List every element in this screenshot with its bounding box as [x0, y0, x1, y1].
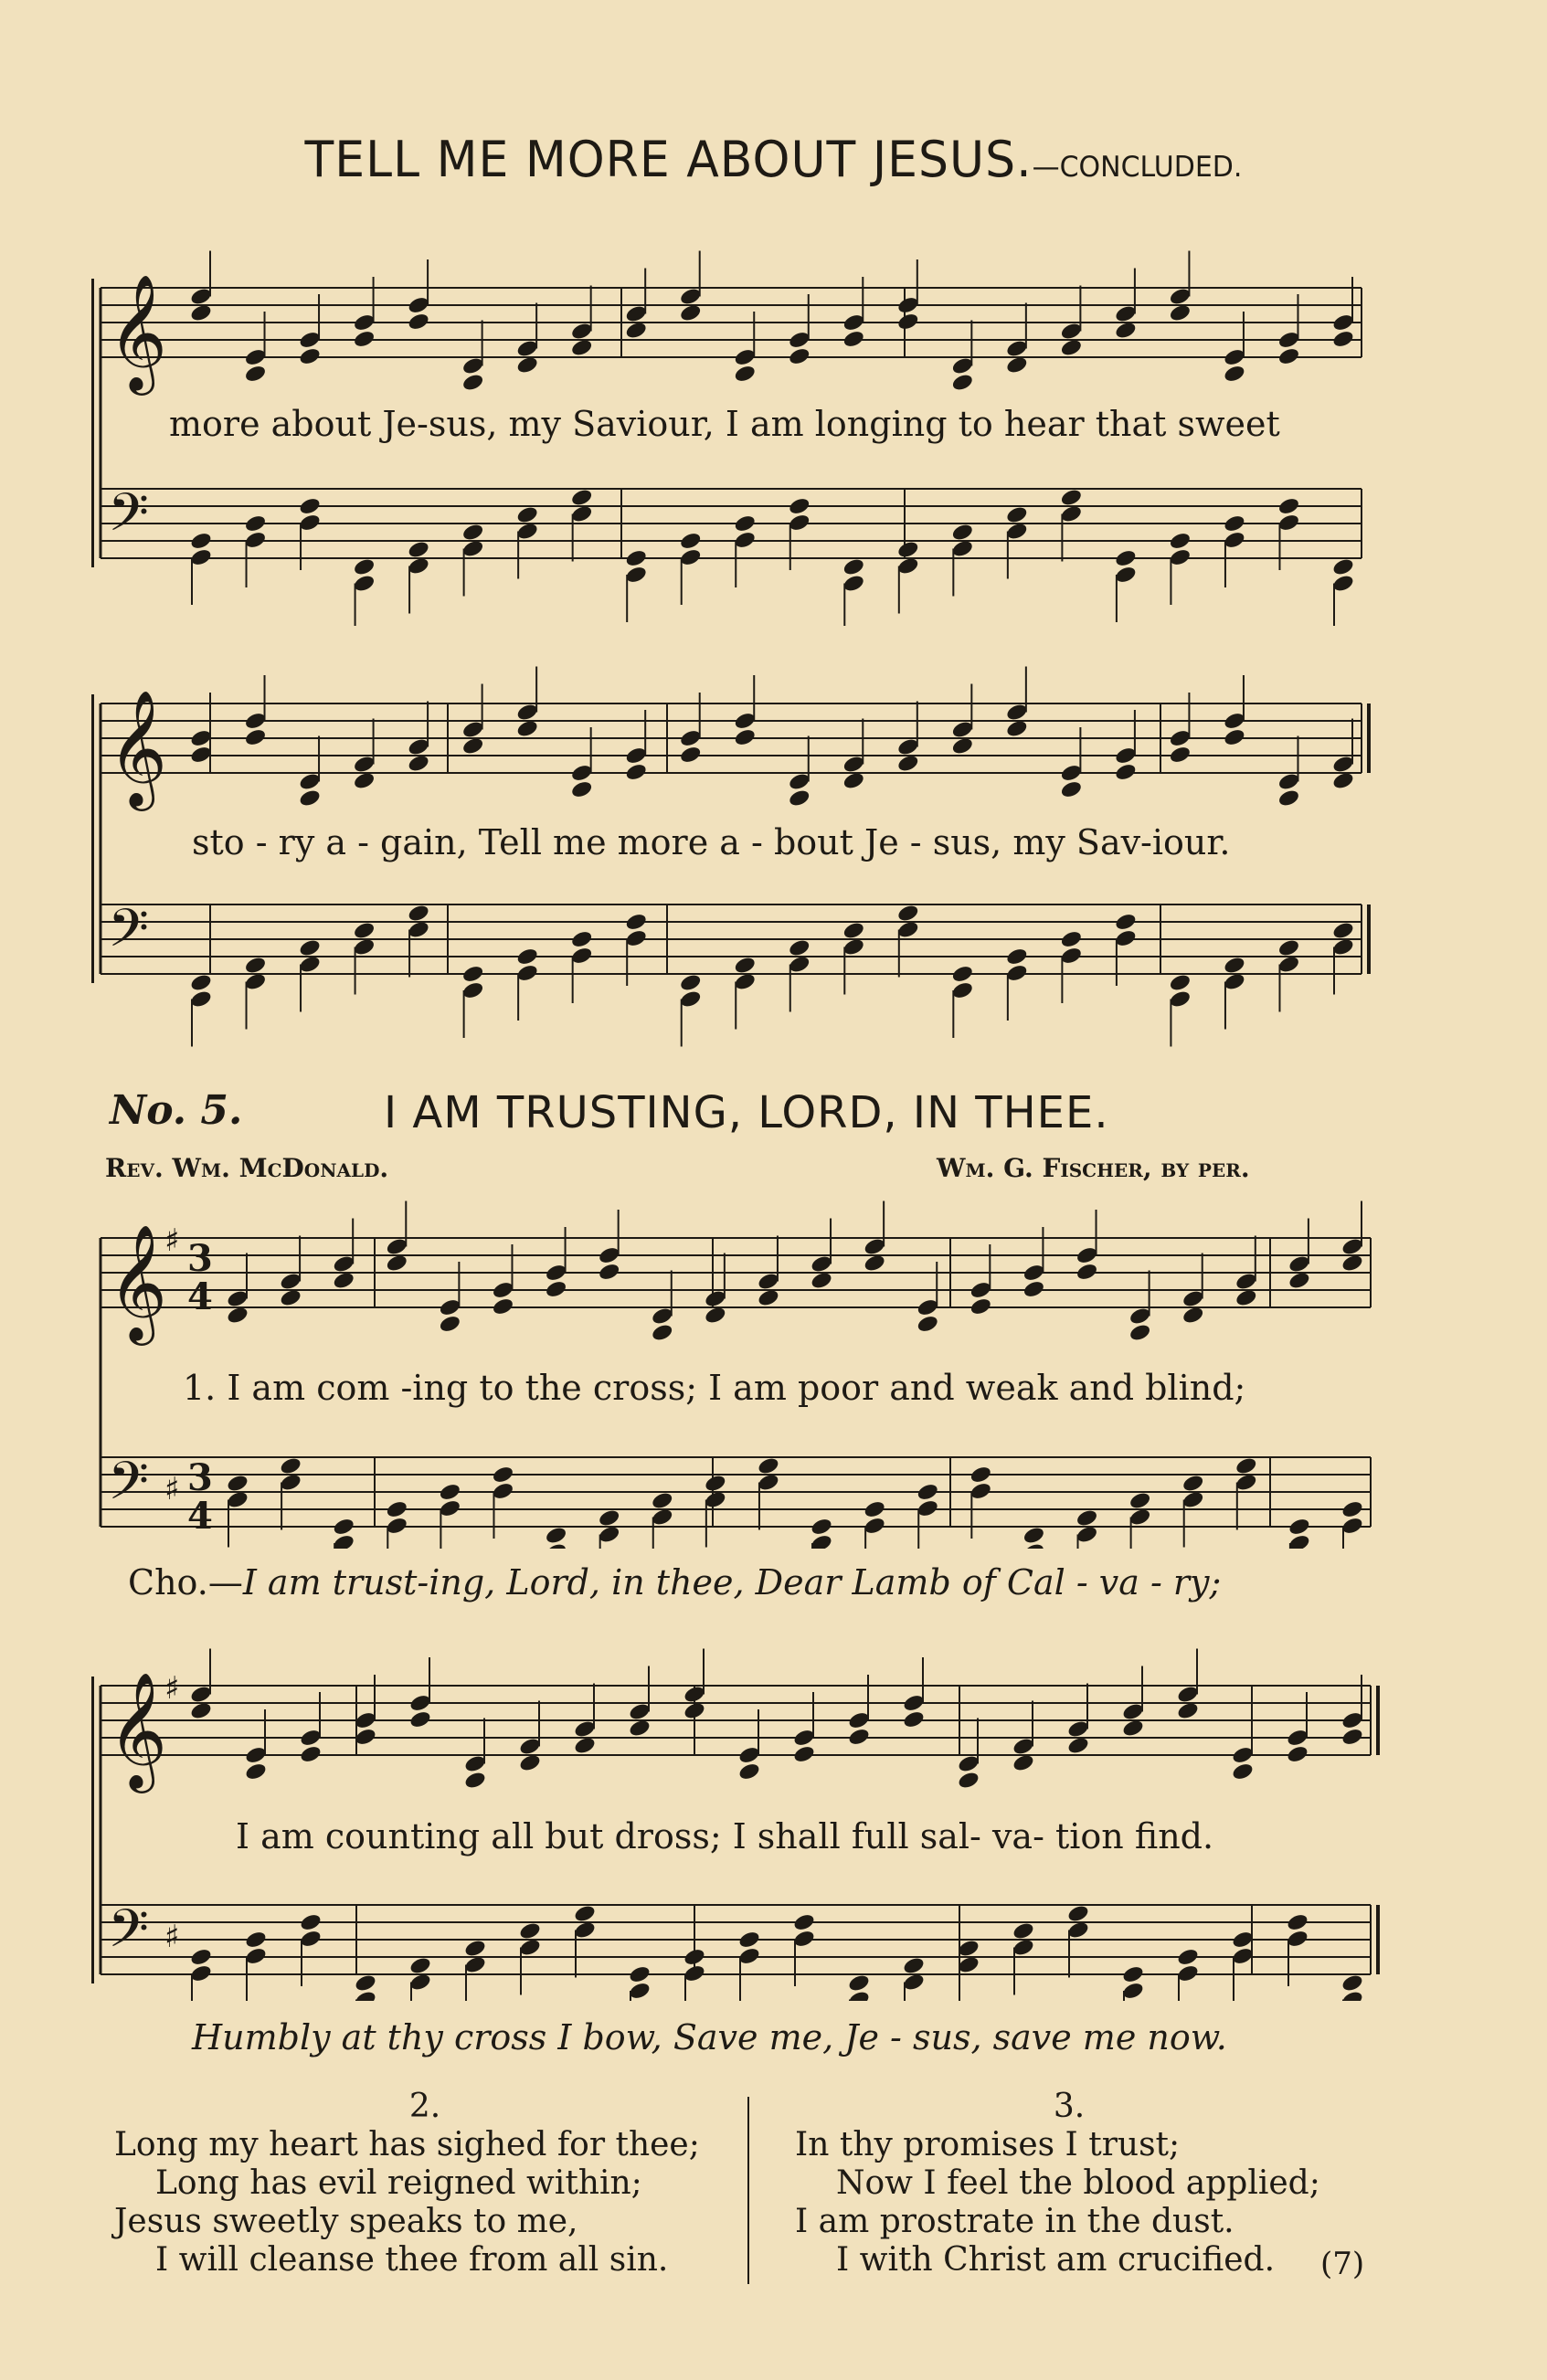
hymn-title: I AM TRUSTING, LORD, IN THEE. [384, 1087, 1109, 1138]
note-head [788, 938, 811, 958]
note-head [679, 531, 703, 551]
note-head [226, 1474, 249, 1494]
note-head [916, 1314, 939, 1334]
note-head [545, 1279, 568, 1299]
staff [101, 481, 1362, 626]
note-head [916, 1482, 939, 1502]
note-head [863, 1499, 886, 1519]
note-head [628, 1964, 652, 1984]
note-head [679, 745, 703, 765]
key-sharp-icon: ♯ [164, 1919, 180, 1955]
system-brace [91, 1677, 94, 1983]
note-head [1023, 1542, 1046, 1549]
note-head [407, 312, 430, 332]
note-head [1277, 938, 1301, 958]
note-head [1023, 1279, 1046, 1299]
staff [101, 1649, 1371, 1794]
staff [101, 1898, 1371, 2001]
time-signature-bottom: 4 [187, 1275, 213, 1318]
note-head [1331, 557, 1355, 577]
hymn-author: Rev. Wm. McDonald. [105, 1153, 389, 1183]
note-head [1075, 1508, 1099, 1528]
note-head [332, 1517, 355, 1537]
note-head [896, 312, 920, 332]
bass-clef-icon: 𝄢 [108, 897, 150, 972]
hymn-number: No. 5. [110, 1087, 243, 1134]
note-head [733, 364, 757, 384]
staff [101, 667, 1362, 812]
note-head [737, 1930, 761, 1950]
note-head [354, 1973, 377, 1994]
note-head [896, 540, 920, 560]
verse-line: Long my heart has sighed for thee; [114, 2126, 700, 2163]
note-head [624, 912, 648, 932]
note-head [408, 1709, 432, 1729]
key-sharp-icon: ♯ [164, 1222, 180, 1259]
note-head [244, 1930, 268, 1950]
note-head [461, 523, 485, 543]
note-head [679, 973, 703, 993]
note-head [1181, 1474, 1205, 1494]
note-head [1059, 488, 1083, 508]
page-title [0, 132, 1547, 189]
chorus-text-1: I am trust-ing, Lord, in thee, Dear Lamb of Cal - va - ry; [242, 1562, 1222, 1603]
note-head [515, 947, 539, 967]
note-head [1169, 531, 1192, 551]
note-head [298, 496, 322, 516]
note-head [969, 1465, 992, 1485]
note-head [1012, 1921, 1035, 1941]
note-head [651, 1323, 674, 1343]
note-head [1075, 1262, 1099, 1282]
note-head [1234, 1456, 1258, 1476]
note-head [353, 329, 376, 349]
note-head [598, 1508, 621, 1528]
note-head [896, 904, 920, 924]
note-head [737, 1761, 761, 1782]
note-head [1223, 727, 1246, 747]
verse-number: 2. [408, 2088, 441, 2125]
note-head [1169, 973, 1192, 993]
hymn-composer: Wm. G. Fischer, by per. [937, 1153, 1250, 1183]
note-head [545, 1526, 568, 1546]
note-head [788, 496, 811, 516]
note-head [407, 904, 430, 924]
note-head [353, 921, 376, 941]
note-head [189, 1947, 213, 1967]
staff [101, 897, 1362, 1047]
note-head [842, 921, 865, 941]
note-head [842, 329, 865, 349]
page-number: (7) [1320, 2246, 1365, 2282]
note-head [704, 1474, 727, 1494]
note-head [1331, 329, 1355, 349]
note-head [1286, 1912, 1309, 1932]
note-head [570, 488, 594, 508]
note-head [847, 1727, 871, 1747]
verse-number: 3. [1053, 2088, 1086, 2125]
note-head [1277, 788, 1301, 809]
final-barline [1367, 703, 1371, 773]
note-head [279, 1456, 302, 1476]
note-head [1340, 1973, 1364, 1994]
note-head [1331, 921, 1355, 941]
note-head [1114, 762, 1138, 782]
note-head [651, 1491, 674, 1511]
note-head [438, 1314, 461, 1334]
note-head [515, 505, 539, 525]
key-sharp-icon: ♯ [164, 1670, 180, 1707]
lyric-line-1: more about Je-sus, my Saviour, I am longing to hear that sweet [169, 404, 1280, 444]
note-head [847, 1990, 871, 2001]
note-head [733, 727, 757, 747]
note-head [1128, 1491, 1152, 1511]
note-head [1059, 929, 1083, 949]
note-head [408, 1956, 432, 1976]
note-head [792, 1744, 816, 1764]
note-head [244, 727, 268, 747]
chorus-line-1 [128, 1562, 1221, 1603]
treble-clef-icon: 𝄞 [108, 273, 168, 390]
note-head [1340, 1990, 1364, 2001]
note-head [902, 1709, 926, 1729]
treble-clef-icon: 𝄞 [108, 1671, 168, 1788]
staff [101, 251, 1362, 397]
note-head [1176, 1947, 1200, 1967]
note-head [298, 938, 322, 958]
note-head [1286, 1744, 1309, 1764]
note-head [733, 513, 757, 534]
note-head [461, 964, 485, 984]
treble-clef-icon: 𝄞 [108, 1223, 168, 1340]
note-head [1340, 1499, 1364, 1519]
note-head [244, 1761, 268, 1782]
note-head [1023, 1526, 1046, 1546]
note-head [244, 364, 268, 384]
note-head [950, 373, 974, 393]
verse-line: I will cleanse thee from all sin. [155, 2241, 669, 2279]
note-head [299, 1744, 323, 1764]
note-head [624, 762, 648, 782]
note-head [570, 779, 594, 799]
note-head [969, 1296, 992, 1317]
lyric-line-4: I am counting all but dross; I shall full sal- va- tion find. [236, 1816, 1214, 1856]
note-head [573, 1904, 597, 1924]
chorus-label: Cho.— [128, 1562, 243, 1603]
note-head [788, 788, 811, 809]
note-head [1340, 1727, 1364, 1747]
verse-2 [114, 2088, 736, 2280]
note-head [244, 513, 268, 534]
bass-clef-icon: 𝄢 [108, 1450, 150, 1525]
note-head [624, 548, 648, 568]
note-head [1059, 779, 1083, 799]
note-head [788, 346, 811, 366]
time-signature-top: 3 [187, 1237, 213, 1280]
note-head [1277, 346, 1301, 366]
note-head [1005, 505, 1029, 525]
chorus-line-2: Humbly at thy cross I bow, Save me, Je - sus, save me now. [192, 2017, 1227, 2057]
verse-line: In thy promises I trust; [795, 2126, 1181, 2163]
note-head [1005, 947, 1029, 967]
note-head [847, 1973, 871, 1994]
note-head [757, 1456, 780, 1476]
note-head [298, 788, 322, 809]
note-head [463, 1939, 487, 1959]
time-signature-bottom: 4 [187, 1495, 213, 1538]
note-head [792, 1912, 816, 1932]
note-head [353, 557, 376, 577]
system-brace [91, 694, 94, 983]
note-head [1223, 956, 1246, 976]
bass-clef-icon: 𝄢 [108, 1898, 150, 1973]
note-head [492, 1465, 515, 1485]
note-head [1114, 548, 1138, 568]
note-head [957, 1771, 980, 1791]
time-signature-top: 3 [187, 1456, 213, 1499]
note-head [842, 557, 865, 577]
final-barline [1376, 1905, 1380, 1974]
note-head [1128, 1323, 1152, 1343]
key-sharp-icon: ♯ [164, 1471, 180, 1507]
note-head [733, 956, 757, 976]
note-head [189, 973, 213, 993]
final-barline [1367, 904, 1371, 974]
note-head [902, 1956, 926, 1976]
verse-divider [747, 2097, 749, 2284]
verse-line: Long has evil reigned within; [155, 2164, 642, 2202]
note-head [1066, 1904, 1090, 1924]
lyric-line-3: 1. I am com -ing to the cross; I am poor and weak and blind; [183, 1368, 1246, 1408]
note-head [518, 1921, 542, 1941]
note-head [1223, 513, 1246, 534]
note-head [1121, 1964, 1145, 1984]
note-head [545, 1542, 568, 1549]
note-head [244, 956, 268, 976]
note-head [950, 964, 974, 984]
note-head [385, 1499, 408, 1519]
verse-line: I with Christ am crucified. [836, 2241, 1276, 2279]
staff [101, 1450, 1371, 1549]
note-head [189, 531, 213, 551]
note-head [1114, 912, 1138, 932]
note-head [1231, 1761, 1255, 1782]
note-head [598, 1262, 621, 1282]
note-head [438, 1482, 461, 1502]
verse-line: Jesus sweetly speaks to me, [114, 2203, 578, 2240]
note-head [407, 540, 430, 560]
system-brace [91, 279, 94, 567]
verse-3 [795, 2088, 1343, 2280]
note-head [461, 373, 485, 393]
note-head [810, 1517, 833, 1537]
staff [101, 1201, 1371, 1347]
note-head [463, 1771, 487, 1791]
final-barline [1376, 1686, 1380, 1755]
title-suffix: —CONCLUDED. [1032, 150, 1243, 185]
note-head [299, 1912, 323, 1932]
note-head [1277, 496, 1301, 516]
note-head [570, 929, 594, 949]
bass-clef-icon: 𝄢 [108, 481, 150, 556]
note-head [950, 523, 974, 543]
note-head [1169, 745, 1192, 765]
treble-clef-icon: 𝄞 [108, 689, 168, 806]
verse-line: Now I feel the blood applied; [836, 2164, 1320, 2202]
note-head [1223, 364, 1246, 384]
note-head [492, 1296, 515, 1317]
note-head [1287, 1517, 1311, 1537]
verse-line: I am prostrate in the dust. [795, 2203, 1234, 2240]
lyric-line-2: sto - ry a - gain, Tell me more a - bout Je - sus, my Sav-iour. [192, 822, 1231, 862]
note-head [354, 1990, 377, 2001]
title-main: TELL ME MORE ABOUT JESUS. [304, 131, 1033, 189]
note-head [298, 346, 322, 366]
